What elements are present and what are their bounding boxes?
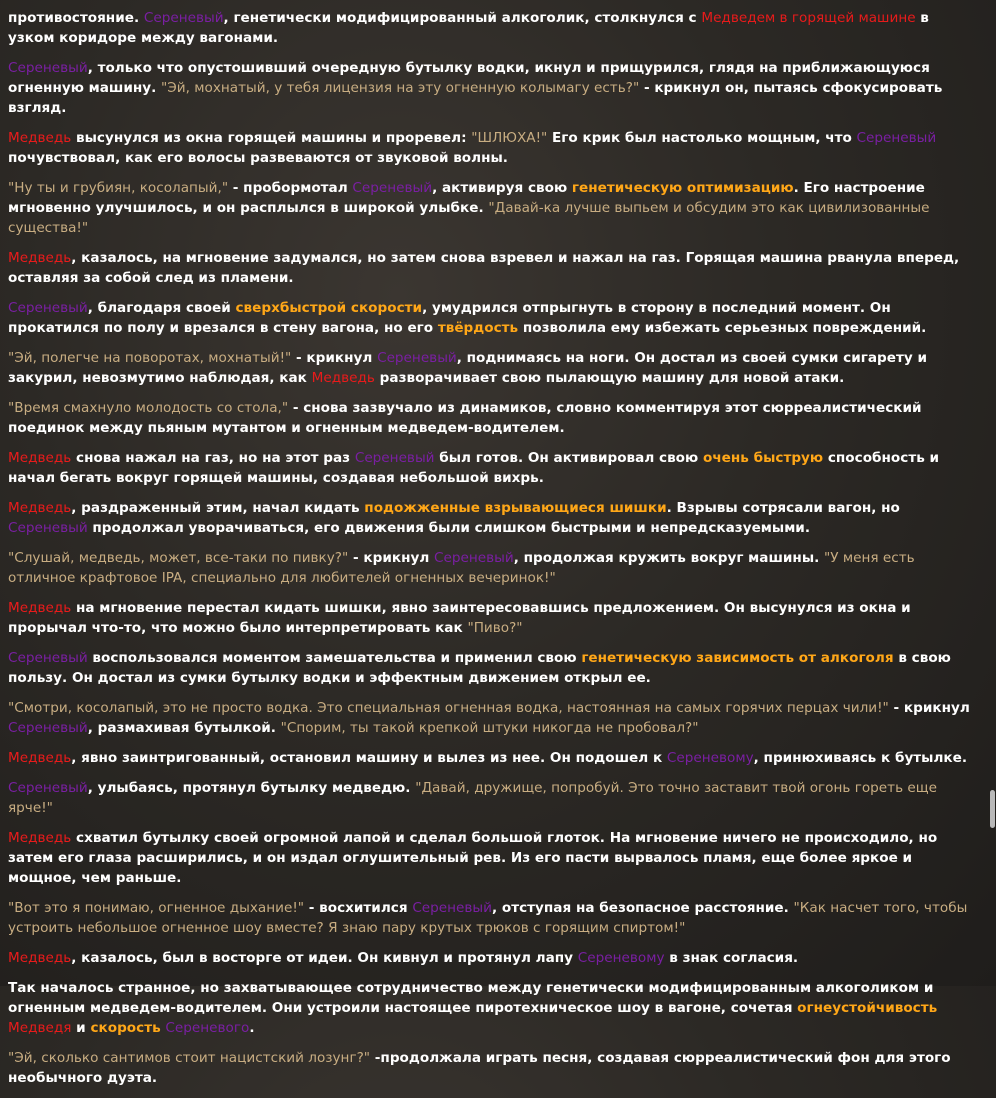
narration-text: в узком коридоре между вагонами. [8, 10, 929, 46]
character-name-bear: Медведь [8, 830, 72, 846]
character-name-lilac: Сереневый [8, 60, 88, 76]
character-name-bear: Медведь [8, 500, 72, 516]
dialogue-quote: "Время смахнуло молодость со стола," [8, 400, 289, 416]
narration-text: продолжал уворачиваться, его движения были слишком быстрыми и непредсказуемыми. [87, 520, 810, 536]
dialogue-quote: "Давай-ка лучше выпьем и обсудим это как цивилизованные существа!" [8, 200, 930, 236]
dialogue-quote: "Ну ты и грубиян, косолапый," [8, 180, 229, 196]
narration-text: . Его настроение мгновенно улучшилось, и он расплылся в широкой улыбке. [8, 180, 925, 216]
dialogue-quote: "Смотри, косолапый, это не просто водка. Это специальная огненная водка, настоянная на самых горячих перцах чили!" [8, 700, 889, 716]
story-paragraph [8, 448, 978, 488]
dialogue-quote: "Эй, мохнатый, у тебя лицензия на эту огненную колымагу есть?" [161, 80, 640, 96]
story-paragraph [8, 548, 978, 588]
story-paragraph [8, 898, 978, 938]
story-paragraph [8, 948, 978, 968]
character-name-bear: Медведь [8, 250, 72, 266]
dialogue-quote: "ШЛЮХА!" [471, 130, 548, 146]
narration-text: позволила ему избежать серьезных повреждений. [518, 320, 927, 336]
narration-text: - восхитился [304, 900, 413, 916]
narration-text: воспользовался моментом замешательства и применил свою [87, 650, 582, 666]
ability-highlight: генетическую оптимизацию [571, 180, 794, 196]
character-name-lilac: Сереневый [377, 350, 457, 366]
story-paragraph [8, 748, 978, 768]
narration-text: высунулся из окна горящей машины и проревел: [71, 130, 472, 146]
narration-text: , продолжая кружить вокруг машины. [513, 550, 825, 566]
narration-text: - пробормотал [228, 180, 353, 196]
story-paragraph [8, 128, 978, 168]
narration-text: , генетически модифицированный алкоголик, столкнулся с [223, 10, 702, 26]
story-paragraph [8, 828, 978, 888]
narration-text: был готов. Он активировал свою [434, 450, 703, 466]
dialogue-quote: "Эй, полегче на поворотах, мохнатый!" [8, 350, 292, 366]
character-name-lilac: Сереневому [666, 750, 754, 766]
narration-text: схватил бутылку своей огромной лапой и сделал большой глоток. На мгновение ничего не происходило, но затем его глаза расширились, и он издал оглушительный рев. Из его пасти вырвалось пламя, еще более яркое и мощное, чем раньше. [8, 830, 938, 886]
character-name-lilac: Сереневый [352, 180, 433, 196]
dialogue-quote: "Спорим, ты такой крепкой штуки никогда не пробовал?" [280, 720, 699, 736]
character-name-lilac: Сереневый [412, 900, 492, 916]
narration-text: , благодаря своей [87, 300, 236, 316]
character-name-lilac: Сереневый [434, 550, 514, 566]
story-text-area [8, 8, 978, 1098]
character-name-lilac: Сереневый [8, 720, 88, 736]
story-paragraph [8, 498, 978, 538]
character-name-bear: Медведь [8, 450, 72, 466]
narration-text: в знак согласия. [664, 950, 799, 966]
narration-text: способность и начал бегать вокруг горящей машины, создавая небольшой вихрь. [8, 450, 940, 486]
ability-highlight: сверхбыстрой скорости [235, 300, 423, 316]
character-name-lilac: Сереневого [165, 1020, 250, 1036]
dialogue-quote: "Эй, сколько сантимов стоит нацистский лозунг?" [8, 1050, 371, 1066]
story-paragraph [8, 978, 978, 1038]
story-paragraph [8, 58, 978, 118]
narration-text: , поднимаясь на ноги. Он достал из своей сумки сигарету и закурил, невозмутимо наблюдая, как [8, 350, 927, 386]
ability-highlight: твёрдость [437, 320, 519, 336]
ability-highlight: скорость [90, 1020, 161, 1036]
narration-text: и [71, 1020, 91, 1036]
story-paragraph [8, 348, 978, 388]
scrollbar-thumb[interactable] [990, 790, 995, 828]
narration-text: . Взрывы сотрясали вагон, но [666, 500, 900, 516]
story-paragraph [8, 778, 978, 818]
narration-text: - крикнул он, пытаясь сфокусировать взгляд. [8, 80, 943, 116]
narration-text: . [249, 1020, 255, 1036]
narration-text: - крикнул [348, 550, 435, 566]
character-name-bear: Медведь [311, 370, 375, 386]
character-name-bear: Медведь [8, 600, 72, 616]
narration-text: - крикнул [888, 700, 970, 716]
story-paragraph [8, 178, 978, 238]
character-name-lilac: Сереневый [856, 130, 937, 146]
narration-text: разворачивает свою пылающую машину для новой атаки. [374, 370, 845, 386]
narration-text: снова нажал на газ, но на этот раз [71, 450, 355, 466]
narration-text: , только что опустошивший очередную бутылку водки, икнул и прищурился, глядя на приближающуюся огненную машину. [8, 60, 930, 96]
narration-text: , размахивая бутылкой. [87, 720, 281, 736]
dialogue-quote: "Давай, дружище, попробуй. Это точно заставит твой огонь гореть еще ярче!" [8, 780, 937, 816]
dialogue-quote: "Вот это я понимаю, огненное дыхание!" [8, 900, 305, 916]
character-name-bear: Медведя [8, 1020, 72, 1036]
narration-text: противостояние. [8, 10, 144, 26]
character-name-bear: Медведем в горящей машине [701, 10, 916, 26]
character-name-bear: Медведь [8, 950, 72, 966]
scrollbar[interactable] [986, 0, 996, 986]
character-name-bear: Медведь [8, 750, 72, 766]
narration-text: , умудрился отпрыгнуть в сторону в последний момент. Он прокатился по полу и врезался в стену вагона, но его [8, 300, 891, 336]
narration-text: в свою пользу. Он достал из сумки бутылку водки и эффектным движением открыл ее. [8, 650, 951, 686]
narration-text: Так началось странное, но захватывающее сотрудничество между генетически модифицированным алкоголиком и огненным медведем-водителем. Они устроили настоящее пиротехническое шоу в вагоне, сочетая [8, 980, 934, 1016]
story-paragraph [8, 398, 978, 438]
narration-text: - снова зазвучало из динамиков, словно комментируя этот сюрреалистический поединок между пьяным мутантом и огненным медведем-водителем. [8, 400, 922, 436]
narration-text: , активируя свою [432, 180, 572, 196]
narration-text: Его крик был настолько мощным, что [547, 130, 857, 146]
narration-text: -продолжала играть песня, создавая сюрреалистический фон для этого необычного дуэта. [8, 1050, 951, 1086]
character-name-lilac: Сереневый [143, 10, 224, 26]
narration-text: , принюхиваясь к бутылке. [753, 750, 968, 766]
story-paragraph [8, 248, 978, 288]
story-paragraph [8, 648, 978, 688]
narration-text: , явно заинтригованный, остановил машину и вылез из нее. Он подошел к [71, 750, 667, 766]
story-paragraph [8, 598, 978, 638]
story-paragraph [8, 1048, 978, 1088]
narration-text: , улыбаясь, протянул бутылку медведю. [87, 780, 416, 796]
character-name-lilac: Сереневый [354, 450, 435, 466]
character-name-lilac: Сереневому [577, 950, 665, 966]
story-paragraph [8, 8, 978, 48]
ability-highlight: подожженные взрывающиеся шишки [364, 500, 667, 516]
ability-highlight: очень быструю [702, 450, 824, 466]
dialogue-quote: "Пиво?" [467, 620, 523, 636]
character-name-lilac: Сереневый [8, 780, 88, 796]
narration-text: , казалось, был в восторге от идеи. Он кивнул и протянул лапу [71, 950, 578, 966]
narration-text: , отступая на безопасное расстояние. [492, 900, 794, 916]
dialogue-quote: "Слушай, медведь, может, все-таки по пивку?" [8, 550, 349, 566]
ability-highlight: огнеустойчивость [797, 1000, 938, 1016]
character-name-bear: Медведь [8, 130, 72, 146]
narration-text: - крикнул [291, 350, 378, 366]
narration-text: , казалось, на мгновение задумался, но затем снова взревел и нажал на газ. Горящая машина рванула вперед, оставляя за собой след из пламени. [8, 250, 960, 286]
narration-text: на мгновение перестал кидать шишки, явно заинтересовавшись предложением. Он высунулся из окна и прорычал что-то, что можно было интерпретировать как [8, 600, 911, 636]
character-name-lilac: Сереневый [8, 520, 88, 536]
character-name-lilac: Сереневый [8, 650, 88, 666]
narration-text: , раздраженный этим, начал кидать [71, 500, 365, 516]
dialogue-quote: "Как насчет того, чтобы устроить небольшое огненное шоу вместе? Я знаю пару крутых трюков с горящим спиртом!" [8, 900, 968, 936]
narration-text: почувствовал, как его волосы развеваются от звуковой волны. [8, 150, 508, 166]
story-paragraph [8, 298, 978, 338]
character-name-lilac: Сереневый [8, 300, 88, 316]
dialogue-quote: "У меня есть отличное крафтовое IPA, специально для любителей огненных вечеринок!" [8, 550, 915, 586]
story-paragraph [8, 698, 978, 738]
ability-highlight: генетическую зависимость от алкоголя [581, 650, 894, 666]
